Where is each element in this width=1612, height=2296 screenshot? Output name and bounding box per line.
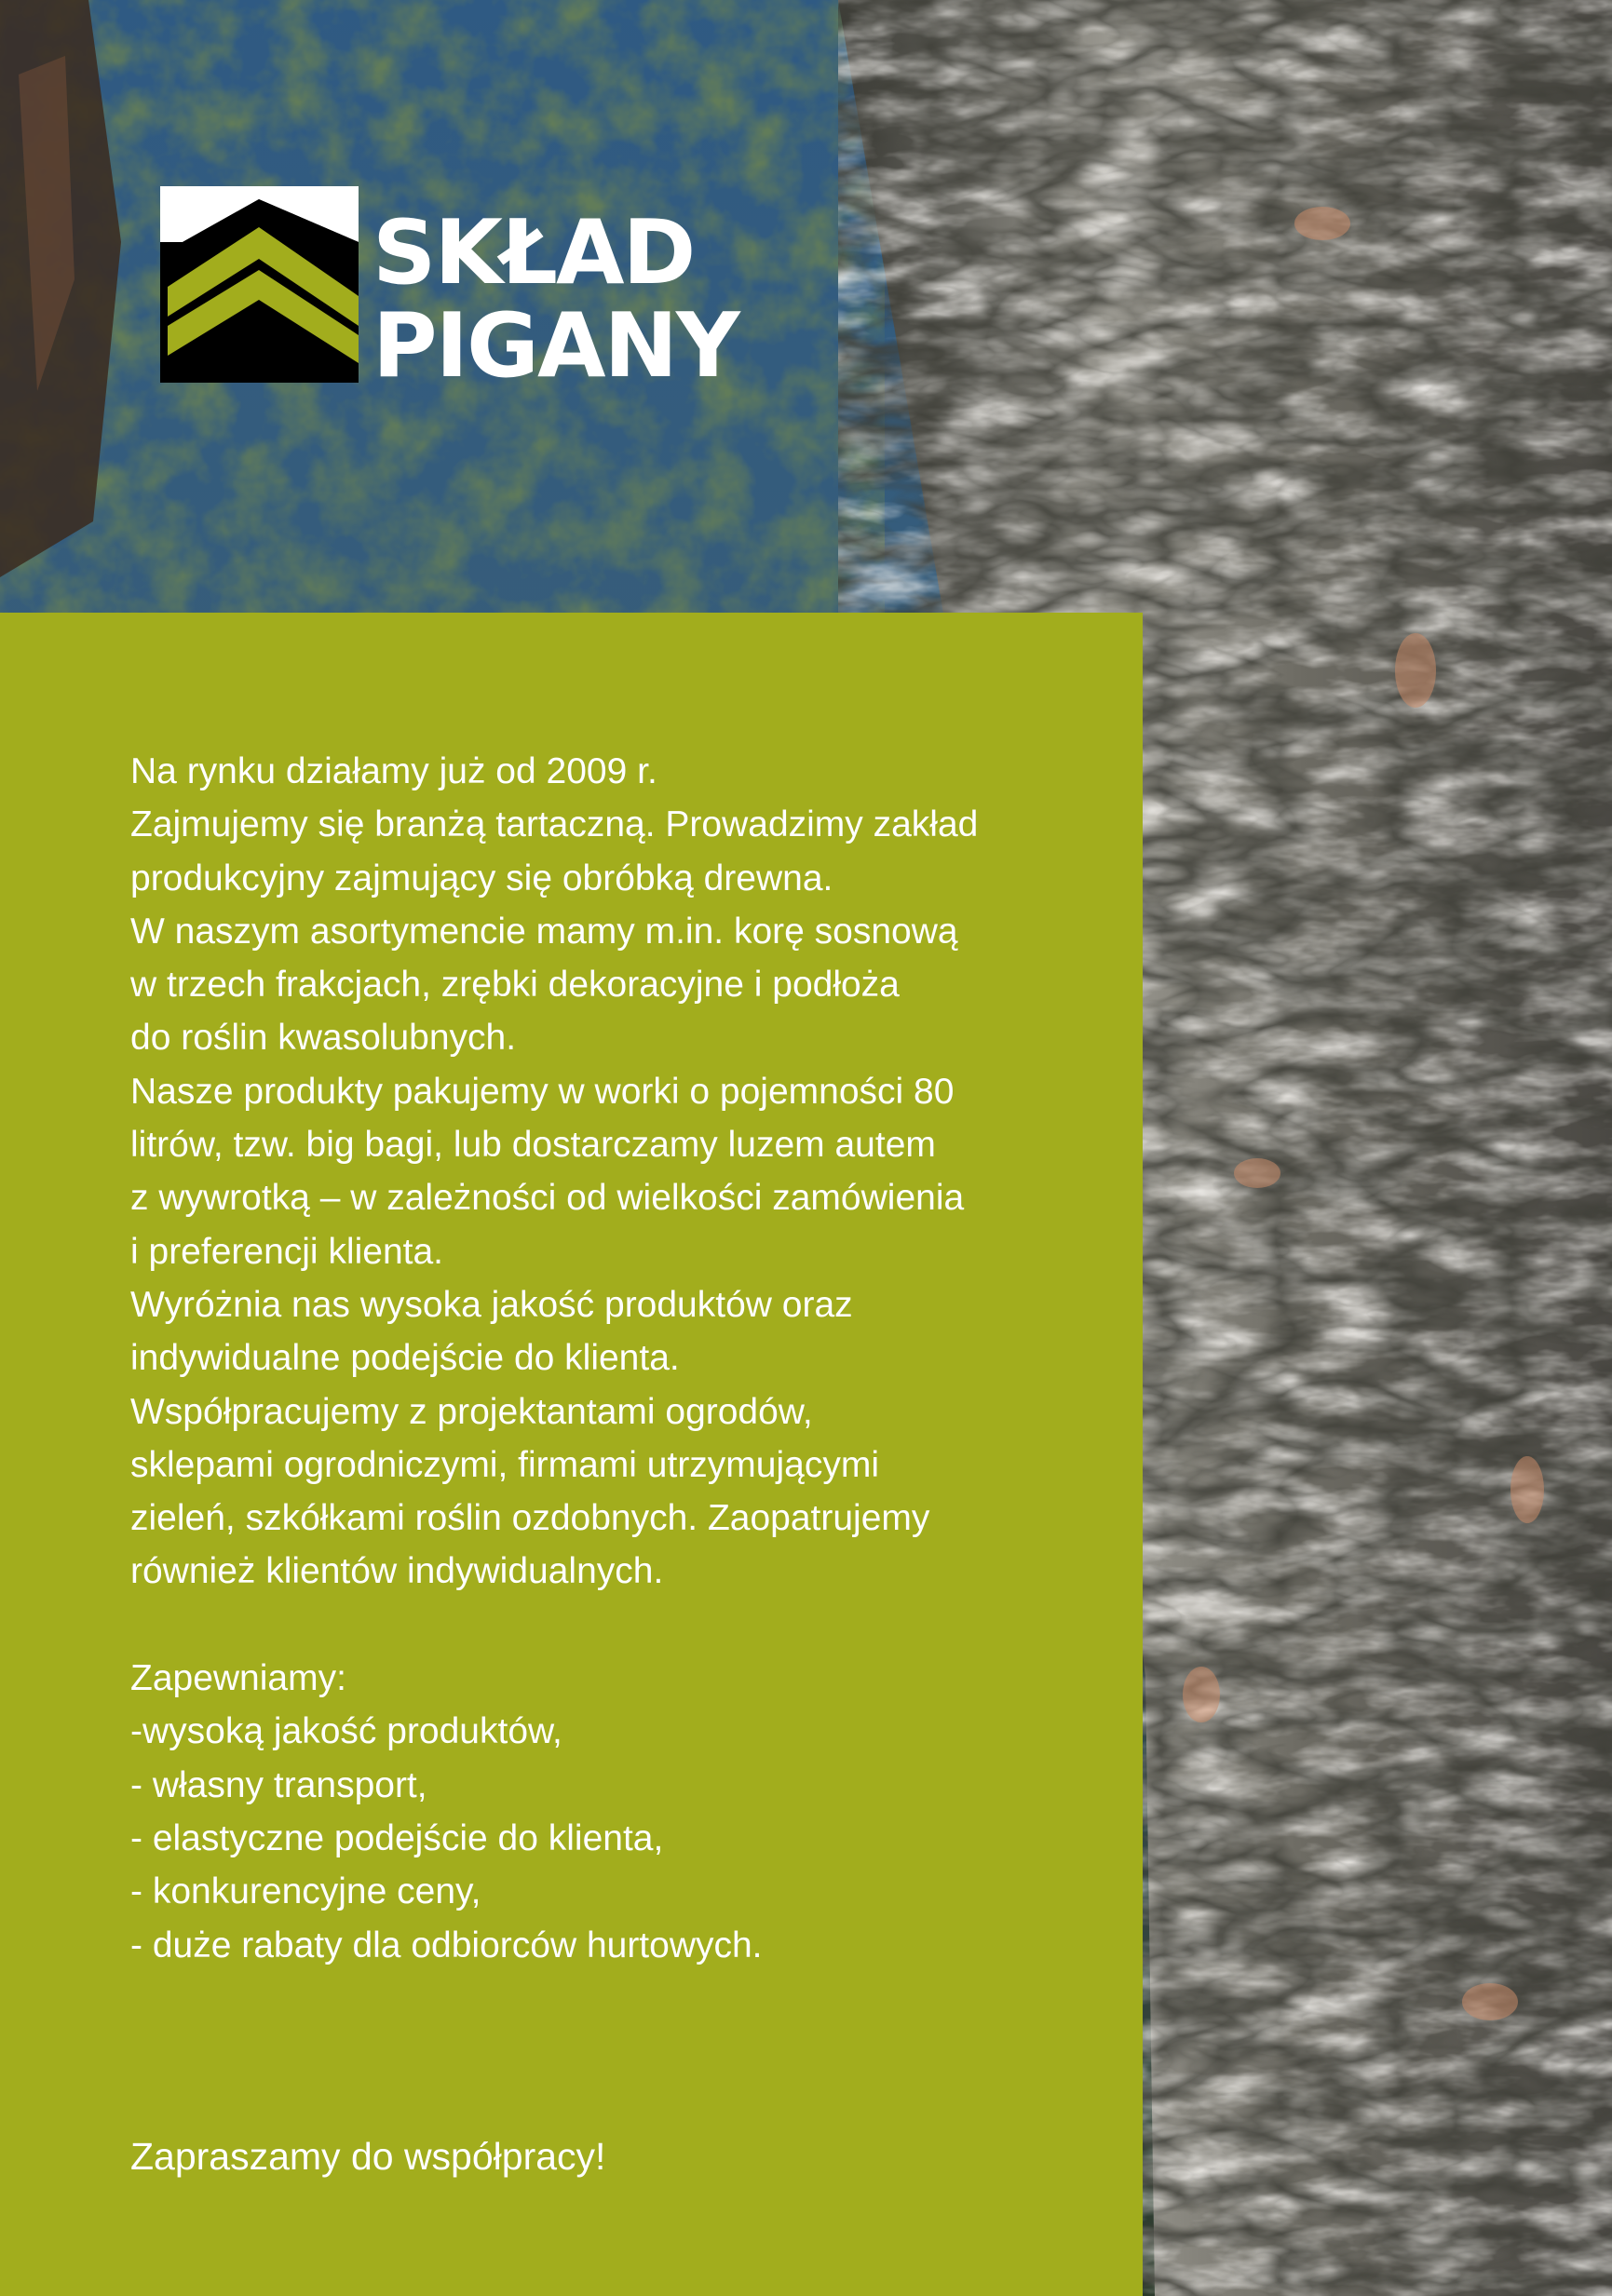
chevron-roof-icon — [160, 186, 359, 383]
offer-heading: Zapewniamy: — [130, 1658, 346, 1699]
intro-line: z wywrotką – w zależności od wielkości zamówienia — [130, 1178, 965, 1219]
company-description — [130, 745, 1136, 1972]
closing-invitation: Zapraszamy do współpracy! — [130, 2135, 606, 2178]
intro-line: zieleń, szkółkami roślin ozdobnych. Zaopatrujemy — [130, 1498, 930, 1539]
offer-item: - duże rabaty dla odbiorców hurtowych. — [130, 1925, 763, 1965]
intro-line: sklepami ogrodniczymi, firmami utrzymującymi — [130, 1444, 879, 1485]
intro-line: w trzech frakcjach, zrębki dekoracyjne i podłoża — [130, 965, 900, 1006]
intro-line: indywidualne podejście do klienta. — [130, 1338, 680, 1379]
intro-line: Współpracujemy z projektantami ogrodów, — [130, 1391, 813, 1432]
offer-item: - elastyczne podejście do klienta, — [130, 1817, 664, 1858]
intro-line: litrów, tzw. big bagi, lub dostarczamy luzem autem — [130, 1125, 936, 1166]
offer-item: - własny transport, — [130, 1764, 427, 1805]
intro-line: i preferencji klienta. — [130, 1231, 443, 1272]
intro-line: Nasze produkty pakujemy w worki o pojemności 80 — [130, 1071, 955, 1112]
intro-line: również klientów indywidualnych. — [130, 1551, 664, 1592]
brand-wordmark — [373, 202, 738, 398]
intro-line: produkcyjny zajmujący się obróbką drewna. — [130, 858, 833, 898]
intro-line: Na rynku działamy już od 2009 r. — [130, 751, 657, 791]
intro-line: Zajmujemy się branżą tartaczną. Prowadzimy zakład — [130, 804, 979, 845]
intro-line: Wyróżnia nas wysoka jakość produktów oraz — [130, 1284, 853, 1325]
intro-line: W naszym asortymencie mamy m.in. korę sosnową — [130, 911, 958, 952]
offer-item: -wysoką jakość produktów, — [130, 1711, 562, 1752]
offer-item: - konkurencyjne ceny, — [130, 1871, 481, 1912]
intro-line: do roślin kwasolubnych. — [130, 1018, 517, 1059]
brand-line-1: SKŁAD — [373, 202, 695, 304]
brand-line-2: PIGANY — [373, 295, 738, 398]
paragraph-gap — [130, 1599, 1136, 1652]
